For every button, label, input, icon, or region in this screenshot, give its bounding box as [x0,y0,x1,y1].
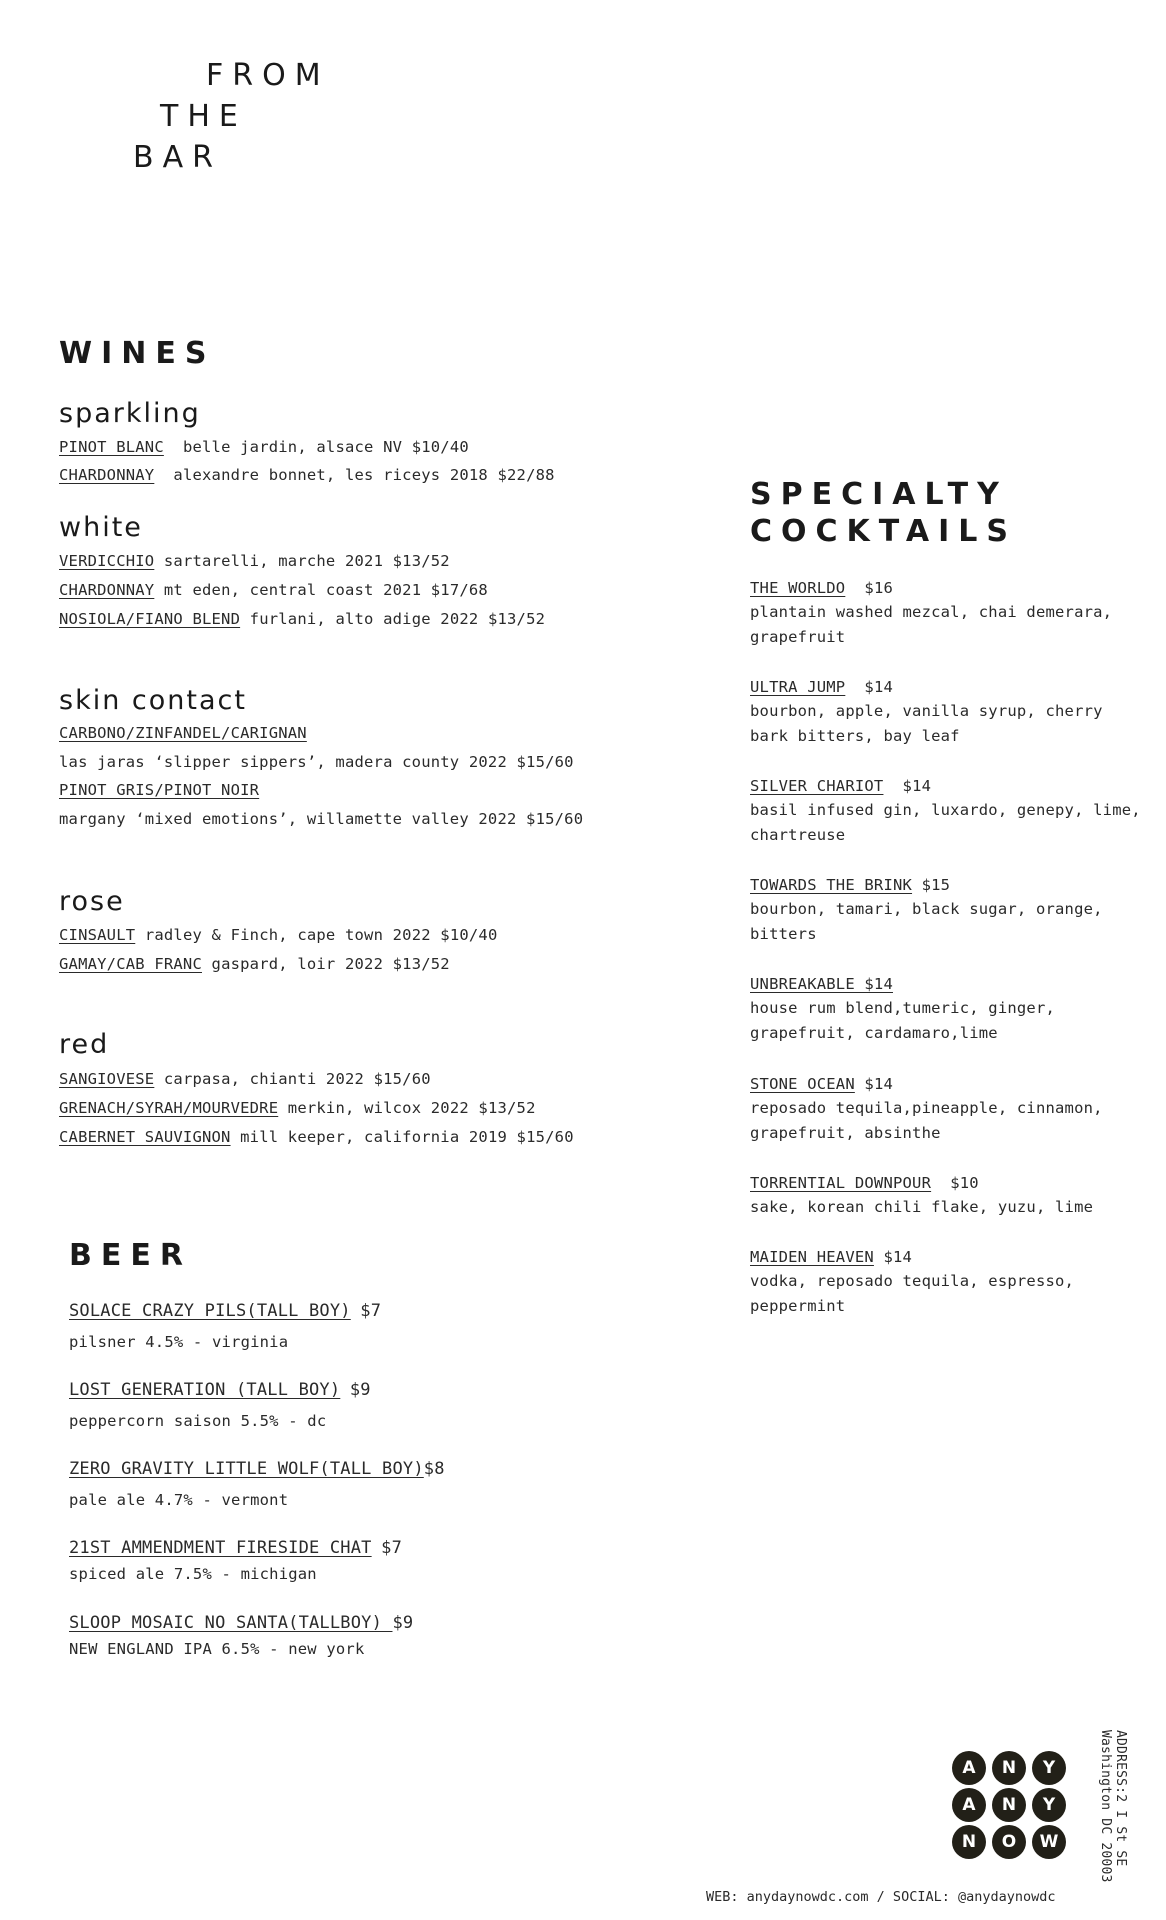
beer-detail: pilsner 4.5% - virginia [69,1333,289,1351]
logo-letter: N [992,1788,1026,1822]
list-item [69,1538,402,1558]
cocktail-price: $14 [864,678,894,696]
list-item [59,955,450,973]
wine-detail: sartarelli, marche 2021 $13/52 [163,552,450,570]
list-item [59,1099,536,1117]
beer-title: BEER [69,1238,192,1273]
wine-detail: belle jardin, alsace NV $10/40 [182,438,469,456]
beer-detail: spiced ale 7.5% - michigan [69,1565,317,1583]
logo-letter: N [992,1751,1026,1785]
list-item [59,926,498,944]
cocktail-name: ULTRA JUMP [750,678,846,696]
logo-letter: Y [1032,1788,1066,1822]
list-item [69,1301,381,1321]
beer-detail: pale ale 4.7% - vermont [69,1491,289,1509]
address-line-2: Washington DC 20003 [1098,1730,1113,1883]
cocktail-name: MAIDEN HEAVEN [750,1248,874,1266]
beer-detail: NEW ENGLAND IPA 6.5% - new york [69,1640,365,1658]
logo-letter: O [992,1825,1026,1859]
beer-detail: peppercorn saison 5.5% - dc [69,1412,327,1430]
address-block [1098,1730,1128,1883]
wine-name: NOSIOLA/FIANO BLEND [59,610,241,628]
footer-web-social: WEB: anydaynowdc.com / SOCIAL: @anydaynowdc [706,1889,1056,1905]
white-heading: white [59,512,143,543]
rose-heading: rose [59,886,125,917]
cocktail-name: TOWARDS THE BRINK [750,876,913,894]
list-item [69,1380,371,1400]
beer-price: $7 [360,1301,382,1321]
list-item [59,581,488,599]
cocktail-desc: basil infused gin, luxardo, genepy, lime, chartreuse [750,801,1141,844]
header-from: FROM [206,58,330,93]
cocktail-price: $16 [864,579,894,597]
address-line-1: ADDRESS:2 I St SE [1113,1730,1128,1867]
cocktail-item [750,972,1150,1046]
wine-name: CABERNET SAUVIGNON [59,1128,231,1146]
cocktail-price: $14 [883,1248,913,1266]
wine-name: GRENACH/SYRAH/MOURVEDRE [59,1099,279,1117]
wine-detail: radley & Finch, cape town 2022 $10/40 [144,926,498,944]
beer-price: $7 [381,1538,403,1558]
wine-name: CARBONO/ZINFANDEL/CARIGNAN [59,724,307,742]
wine-detail: mt eden, central coast 2021 $17/68 [163,581,488,599]
wine-name: CHARDONNAY [59,581,155,599]
wine-detail: alexandre bonnet, les riceys 2018 $22/88 [173,466,555,484]
wine-detail: merkin, wilcox 2022 $13/52 [287,1099,536,1117]
list-item [59,466,555,484]
beer-name: 21ST AMMENDMENT FIRESIDE CHAT [69,1538,372,1558]
list-item [69,1459,445,1479]
cocktail-item [750,1245,1150,1319]
cocktail-price: $10 [950,1174,979,1192]
cocktail-item [750,1171,1150,1220]
cocktail-name: SILVER CHARIOT [750,777,884,795]
cocktail-item [750,774,1150,848]
beer-price: $9 [392,1613,414,1633]
beer-name: ZERO GRAVITY LITTLE WOLF(TALL BOY) [69,1459,424,1479]
cocktail-item [750,576,1150,650]
wine-detail: carpasa, chianti 2022 $15/60 [163,1070,431,1088]
wine-detail: las jaras ‘slipper sippers’, madera county 2022 $15/60 [59,753,574,771]
wine-name: PINOT GRIS/PINOT NOIR [59,781,260,799]
wine-name: GAMAY/CAB FRANC [59,955,202,973]
cocktail-name: THE WORLDO [750,579,846,597]
header-the: THE [160,99,247,134]
beer-name: LOST GENERATION (TALL BOY) [69,1380,341,1400]
cocktail-desc: bourbon, tamari, black sugar, orange, bitters [750,900,1103,943]
cocktail-name: UNBREAKABLE $14 [750,975,893,993]
beer-price: $8 [423,1459,445,1479]
wine-name: CINSAULT [59,926,136,944]
header-bar: BAR [133,140,222,175]
cocktail-name: STONE OCEAN [750,1075,855,1093]
cocktail-desc: house rum blend,tumeric, ginger, grapefruit, cardamaro,lime [750,999,1056,1042]
beer-price: $9 [349,1380,371,1400]
wine-detail: mill keeper, california 2019 $15/60 [240,1128,574,1146]
logo-letter: Y [1032,1751,1066,1785]
wine-name: CHARDONNAY [59,466,155,484]
list-item [69,1613,413,1633]
wine-name: VERDICCHIO [59,552,155,570]
logo-letter: W [1032,1825,1066,1859]
list-item [59,438,469,456]
cocktail-item [750,675,1150,749]
cocktails-title-line1: SPECIALTY [750,477,1008,512]
list-item [59,552,450,570]
cocktail-desc: plantain washed mezcal, chai demerara, grapefruit [750,603,1113,646]
list-item [59,1128,574,1146]
skin-contact-heading: skin contact [59,685,247,716]
cocktail-desc: sake, korean chili flake, yuzu, lime [750,1198,1094,1216]
cocktail-price: $15 [921,876,951,894]
list-item [59,610,545,628]
wines-title: WINES [59,336,216,371]
cocktail-price: $14 [902,777,932,795]
wine-detail: gaspard, loir 2022 $13/52 [211,955,450,973]
cocktail-price: $14 [864,1075,894,1093]
red-heading: red [59,1029,110,1060]
cocktail-desc: bourbon, apple, vanilla syrup, cherry bark bitters, bay leaf [750,702,1103,745]
logo-letter: A [952,1751,986,1785]
list-item [59,781,259,799]
beer-name: SOLACE CRAZY PILS(TALL BOY) [69,1301,351,1321]
list-item [59,724,307,742]
cocktail-item [750,1072,1150,1146]
logo-letter: N [952,1825,986,1859]
sparkling-heading: sparkling [59,398,201,429]
cocktail-item [750,873,1150,947]
cocktails-title-line2: COCKTAILS [750,514,1018,549]
list-item [59,1070,431,1088]
wine-detail: furlani, alto adige 2022 $13/52 [249,610,546,628]
beer-name: SLOOP MOSAIC NO SANTA(TALLBOY) [69,1613,393,1633]
cocktail-desc: vodka, reposado tequila, espresso, peppermint [750,1272,1075,1315]
any-day-now-logo [952,1751,1068,1859]
cocktail-name: TORRENTIAL DOWNPOUR [750,1174,932,1192]
cocktail-desc: reposado tequila,pineapple, cinnamon, grapefruit, absinthe [750,1099,1103,1142]
wine-name: SANGIOVESE [59,1070,155,1088]
wine-name: PINOT BLANC [59,438,164,456]
logo-letter: A [952,1788,986,1822]
wine-detail: margany ‘mixed emotions’, willamette valley 2022 $15/60 [59,810,584,828]
